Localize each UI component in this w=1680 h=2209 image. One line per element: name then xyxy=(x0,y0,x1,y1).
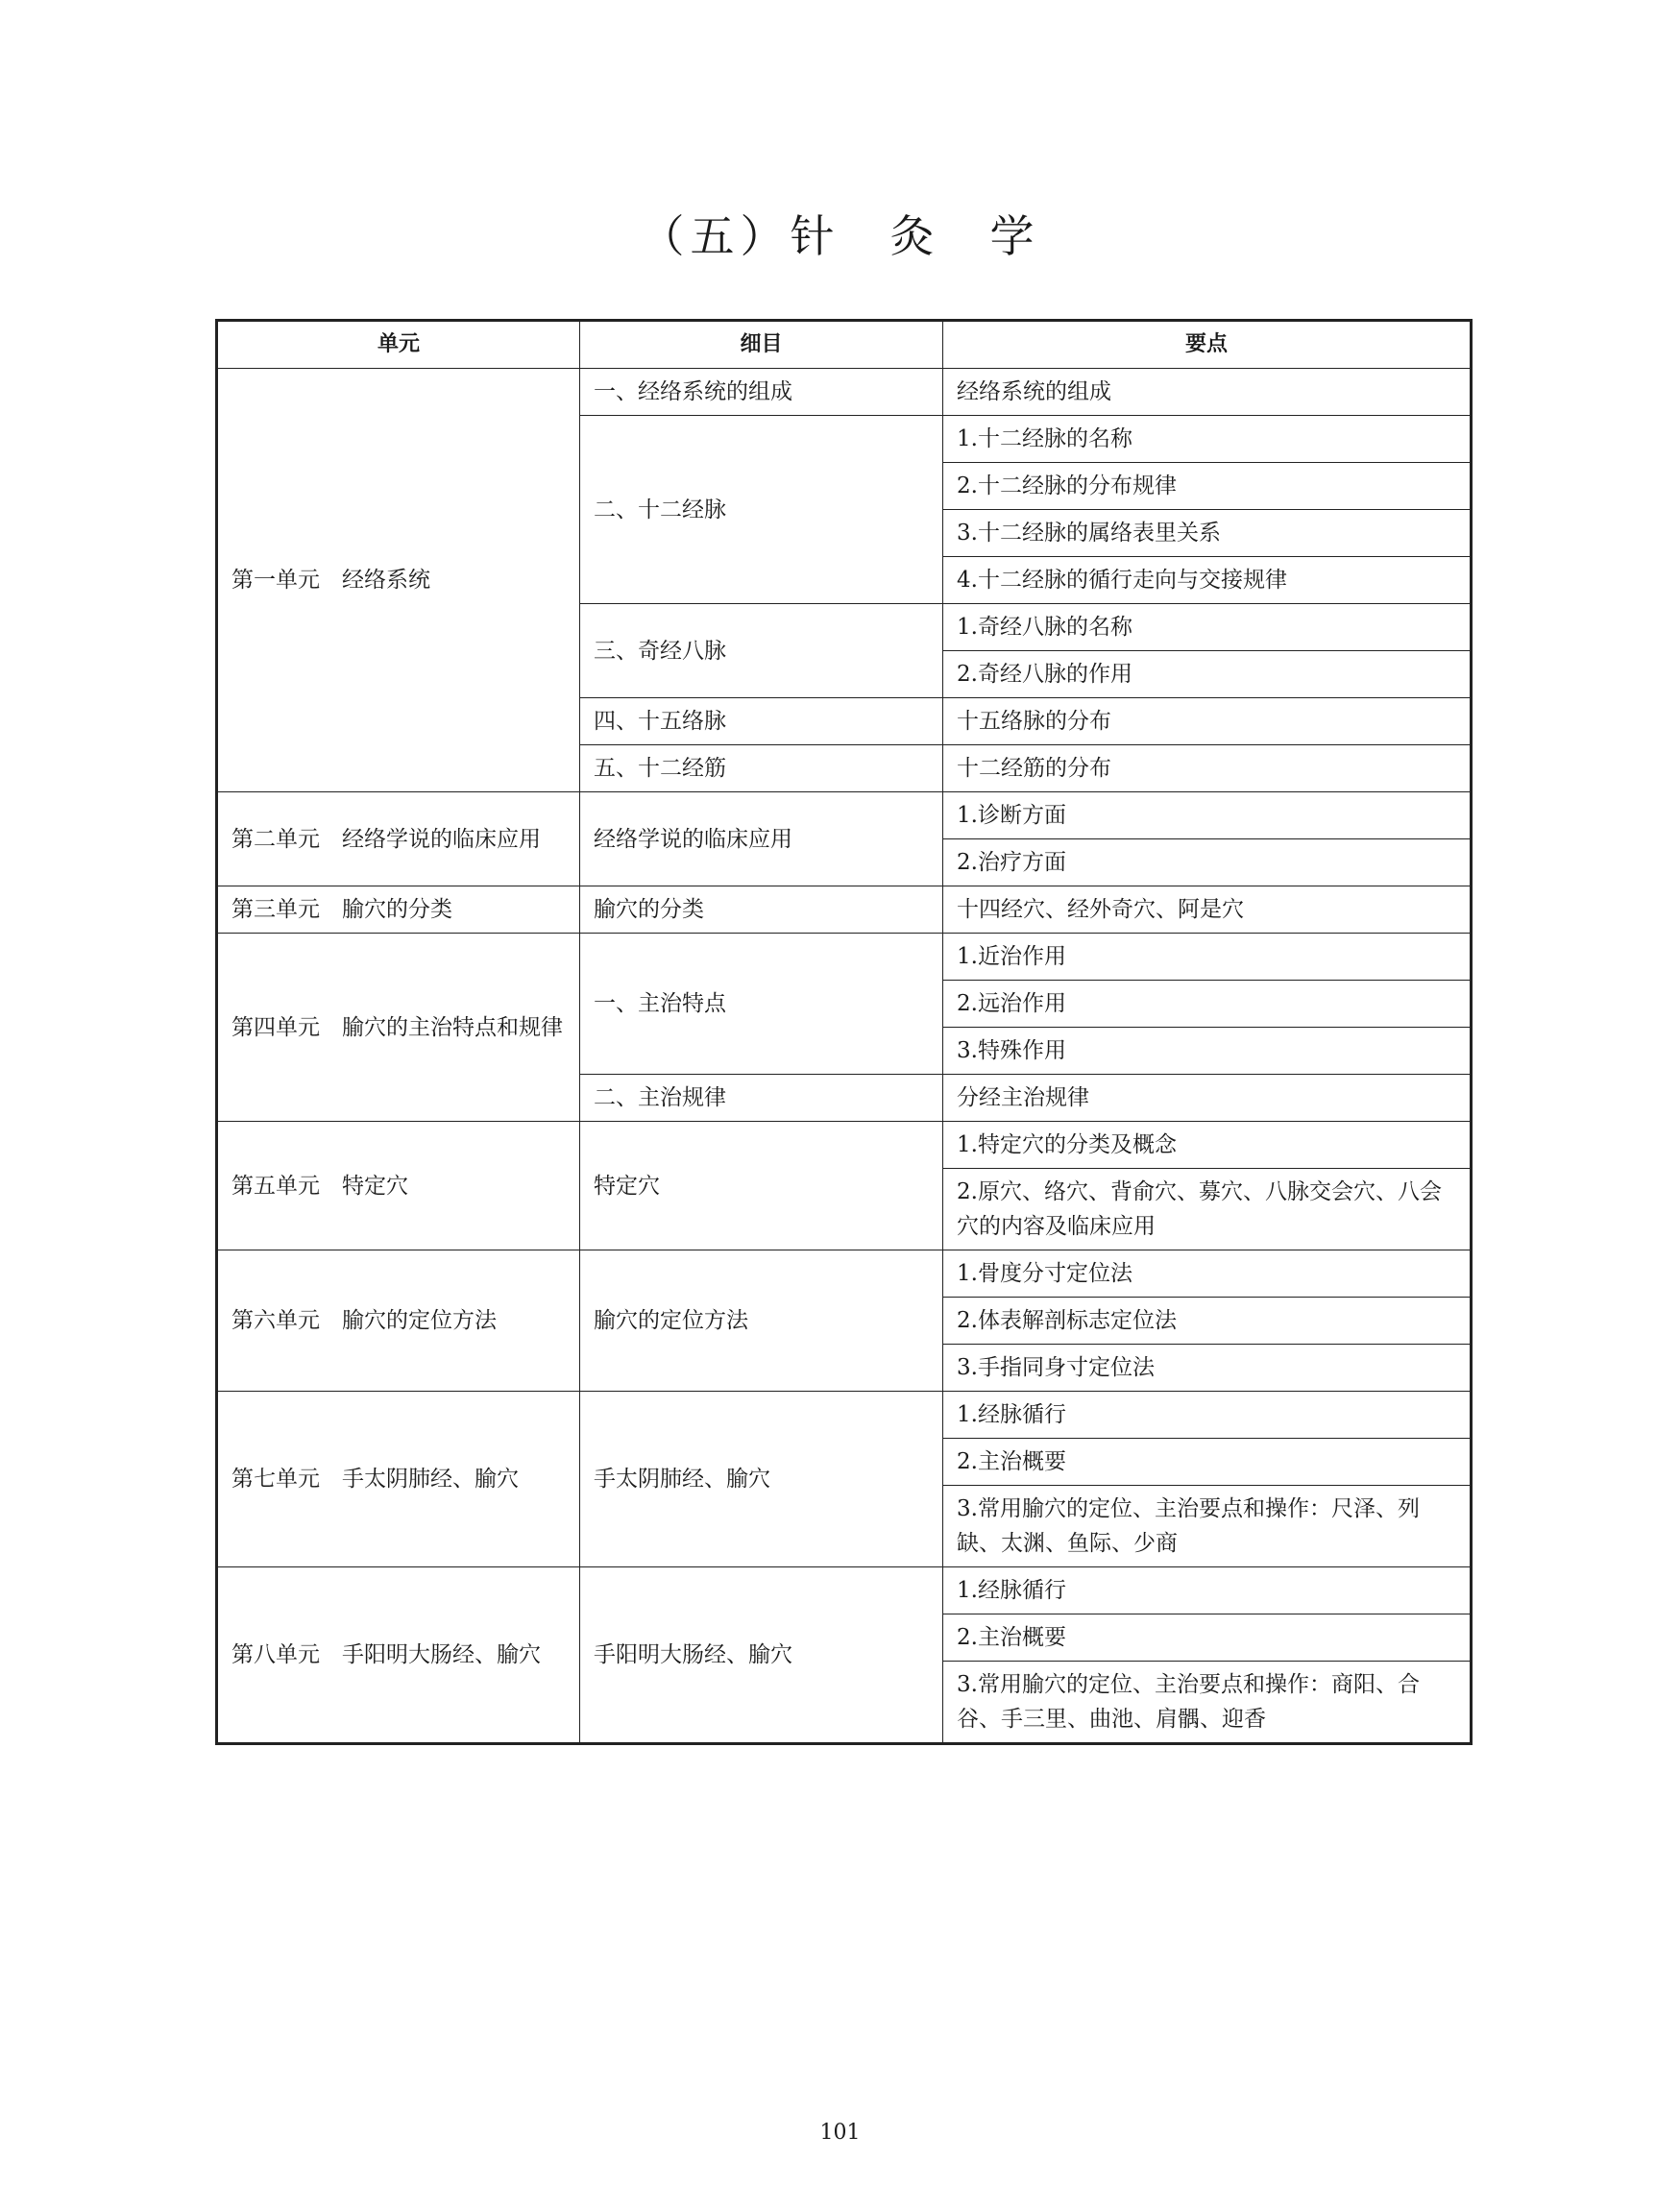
point-cell: 2.原穴、络穴、背俞穴、募穴、八脉交会穴、八会穴的内容及临床应用 xyxy=(943,1169,1472,1250)
item-cell: 经络学说的临床应用 xyxy=(580,792,943,886)
point-cell: 十四经穴、经外奇穴、阿是穴 xyxy=(943,886,1472,934)
point-cell: 十五络脉的分布 xyxy=(943,698,1472,745)
point-cell: 1.骨度分寸定位法 xyxy=(943,1250,1472,1298)
point-cell: 3.十二经脉的属络表里关系 xyxy=(943,510,1472,557)
point-cell: 1.特定穴的分类及概念 xyxy=(943,1122,1472,1169)
syllabus-table xyxy=(215,319,1473,1745)
page-number: 101 xyxy=(819,2121,861,2145)
point-cell: 2.主治概要 xyxy=(943,1439,1472,1486)
unit-cell: 第一单元 经络系统 xyxy=(217,369,580,792)
point-cell: 1.诊断方面 xyxy=(943,792,1472,839)
unit-cell: 第二单元 经络学说的临床应用 xyxy=(217,792,580,886)
point-cell: 3.特殊作用 xyxy=(943,1028,1472,1075)
item-cell: 腧穴的分类 xyxy=(580,886,943,934)
item-cell: 二、主治规律 xyxy=(580,1075,943,1122)
item-cell: 手阳明大肠经、腧穴 xyxy=(580,1567,943,1744)
point-cell: 经络系统的组成 xyxy=(943,369,1472,416)
point-cell: 2.体表解剖标志定位法 xyxy=(943,1298,1472,1345)
point-cell: 3.手指同身寸定位法 xyxy=(943,1345,1472,1392)
unit-cell: 第六单元 腧穴的定位方法 xyxy=(217,1250,580,1392)
point-cell: 1.近治作用 xyxy=(943,934,1472,981)
item-cell: 二、十二经脉 xyxy=(580,416,943,604)
table-row xyxy=(217,1250,1472,1298)
point-cell: 4.十二经脉的循行走向与交接规律 xyxy=(943,557,1472,604)
unit-cell: 第三单元 腧穴的分类 xyxy=(217,886,580,934)
point-cell: 2.奇经八脉的作用 xyxy=(943,651,1472,698)
table-row xyxy=(217,792,1472,839)
table-header-row xyxy=(217,321,1472,369)
point-cell: 2.十二经脉的分布规律 xyxy=(943,463,1472,510)
column-header-unit: 单元 xyxy=(217,321,580,369)
point-cell: 2.治疗方面 xyxy=(943,839,1472,886)
item-cell: 腧穴的定位方法 xyxy=(580,1250,943,1392)
point-cell: 3.常用腧穴的定位、主治要点和操作：尺泽、列缺、太渊、鱼际、少商 xyxy=(943,1486,1472,1567)
point-cell: 分经主治规律 xyxy=(943,1075,1472,1122)
table-row xyxy=(217,934,1472,981)
column-header-points: 要点 xyxy=(943,321,1472,369)
table-body xyxy=(217,369,1472,1744)
point-cell: 3.常用腧穴的定位、主治要点和操作：商阳、合谷、手三里、曲池、肩髃、迎香 xyxy=(943,1662,1472,1744)
point-cell: 2.主治概要 xyxy=(943,1614,1472,1662)
item-cell: 特定穴 xyxy=(580,1122,943,1250)
point-cell: 1.十二经脉的名称 xyxy=(943,416,1472,463)
unit-cell: 第四单元 腧穴的主治特点和规律 xyxy=(217,934,580,1122)
point-cell: 1.奇经八脉的名称 xyxy=(943,604,1472,651)
item-cell: 一、主治特点 xyxy=(580,934,943,1075)
column-header-item: 细目 xyxy=(580,321,943,369)
table-row xyxy=(217,369,1472,416)
item-cell: 五、十二经筋 xyxy=(580,745,943,792)
point-cell: 1.经脉循行 xyxy=(943,1567,1472,1614)
item-cell: 三、奇经八脉 xyxy=(580,604,943,698)
point-cell: 十二经筋的分布 xyxy=(943,745,1472,792)
table-row xyxy=(217,886,1472,934)
page-title: （五）针 灸 学 xyxy=(640,210,1040,262)
table-row xyxy=(217,1122,1472,1169)
item-cell: 手太阴肺经、腧穴 xyxy=(580,1392,943,1567)
point-cell: 1.经脉循行 xyxy=(943,1392,1472,1439)
unit-cell: 第八单元 手阳明大肠经、腧穴 xyxy=(217,1567,580,1744)
item-cell: 一、经络系统的组成 xyxy=(580,369,943,416)
table-row xyxy=(217,1567,1472,1614)
table-row xyxy=(217,1392,1472,1439)
unit-cell: 第七单元 手太阴肺经、腧穴 xyxy=(217,1392,580,1567)
unit-cell: 第五单元 特定穴 xyxy=(217,1122,580,1250)
item-cell: 四、十五络脉 xyxy=(580,698,943,745)
point-cell: 2.远治作用 xyxy=(943,981,1472,1028)
